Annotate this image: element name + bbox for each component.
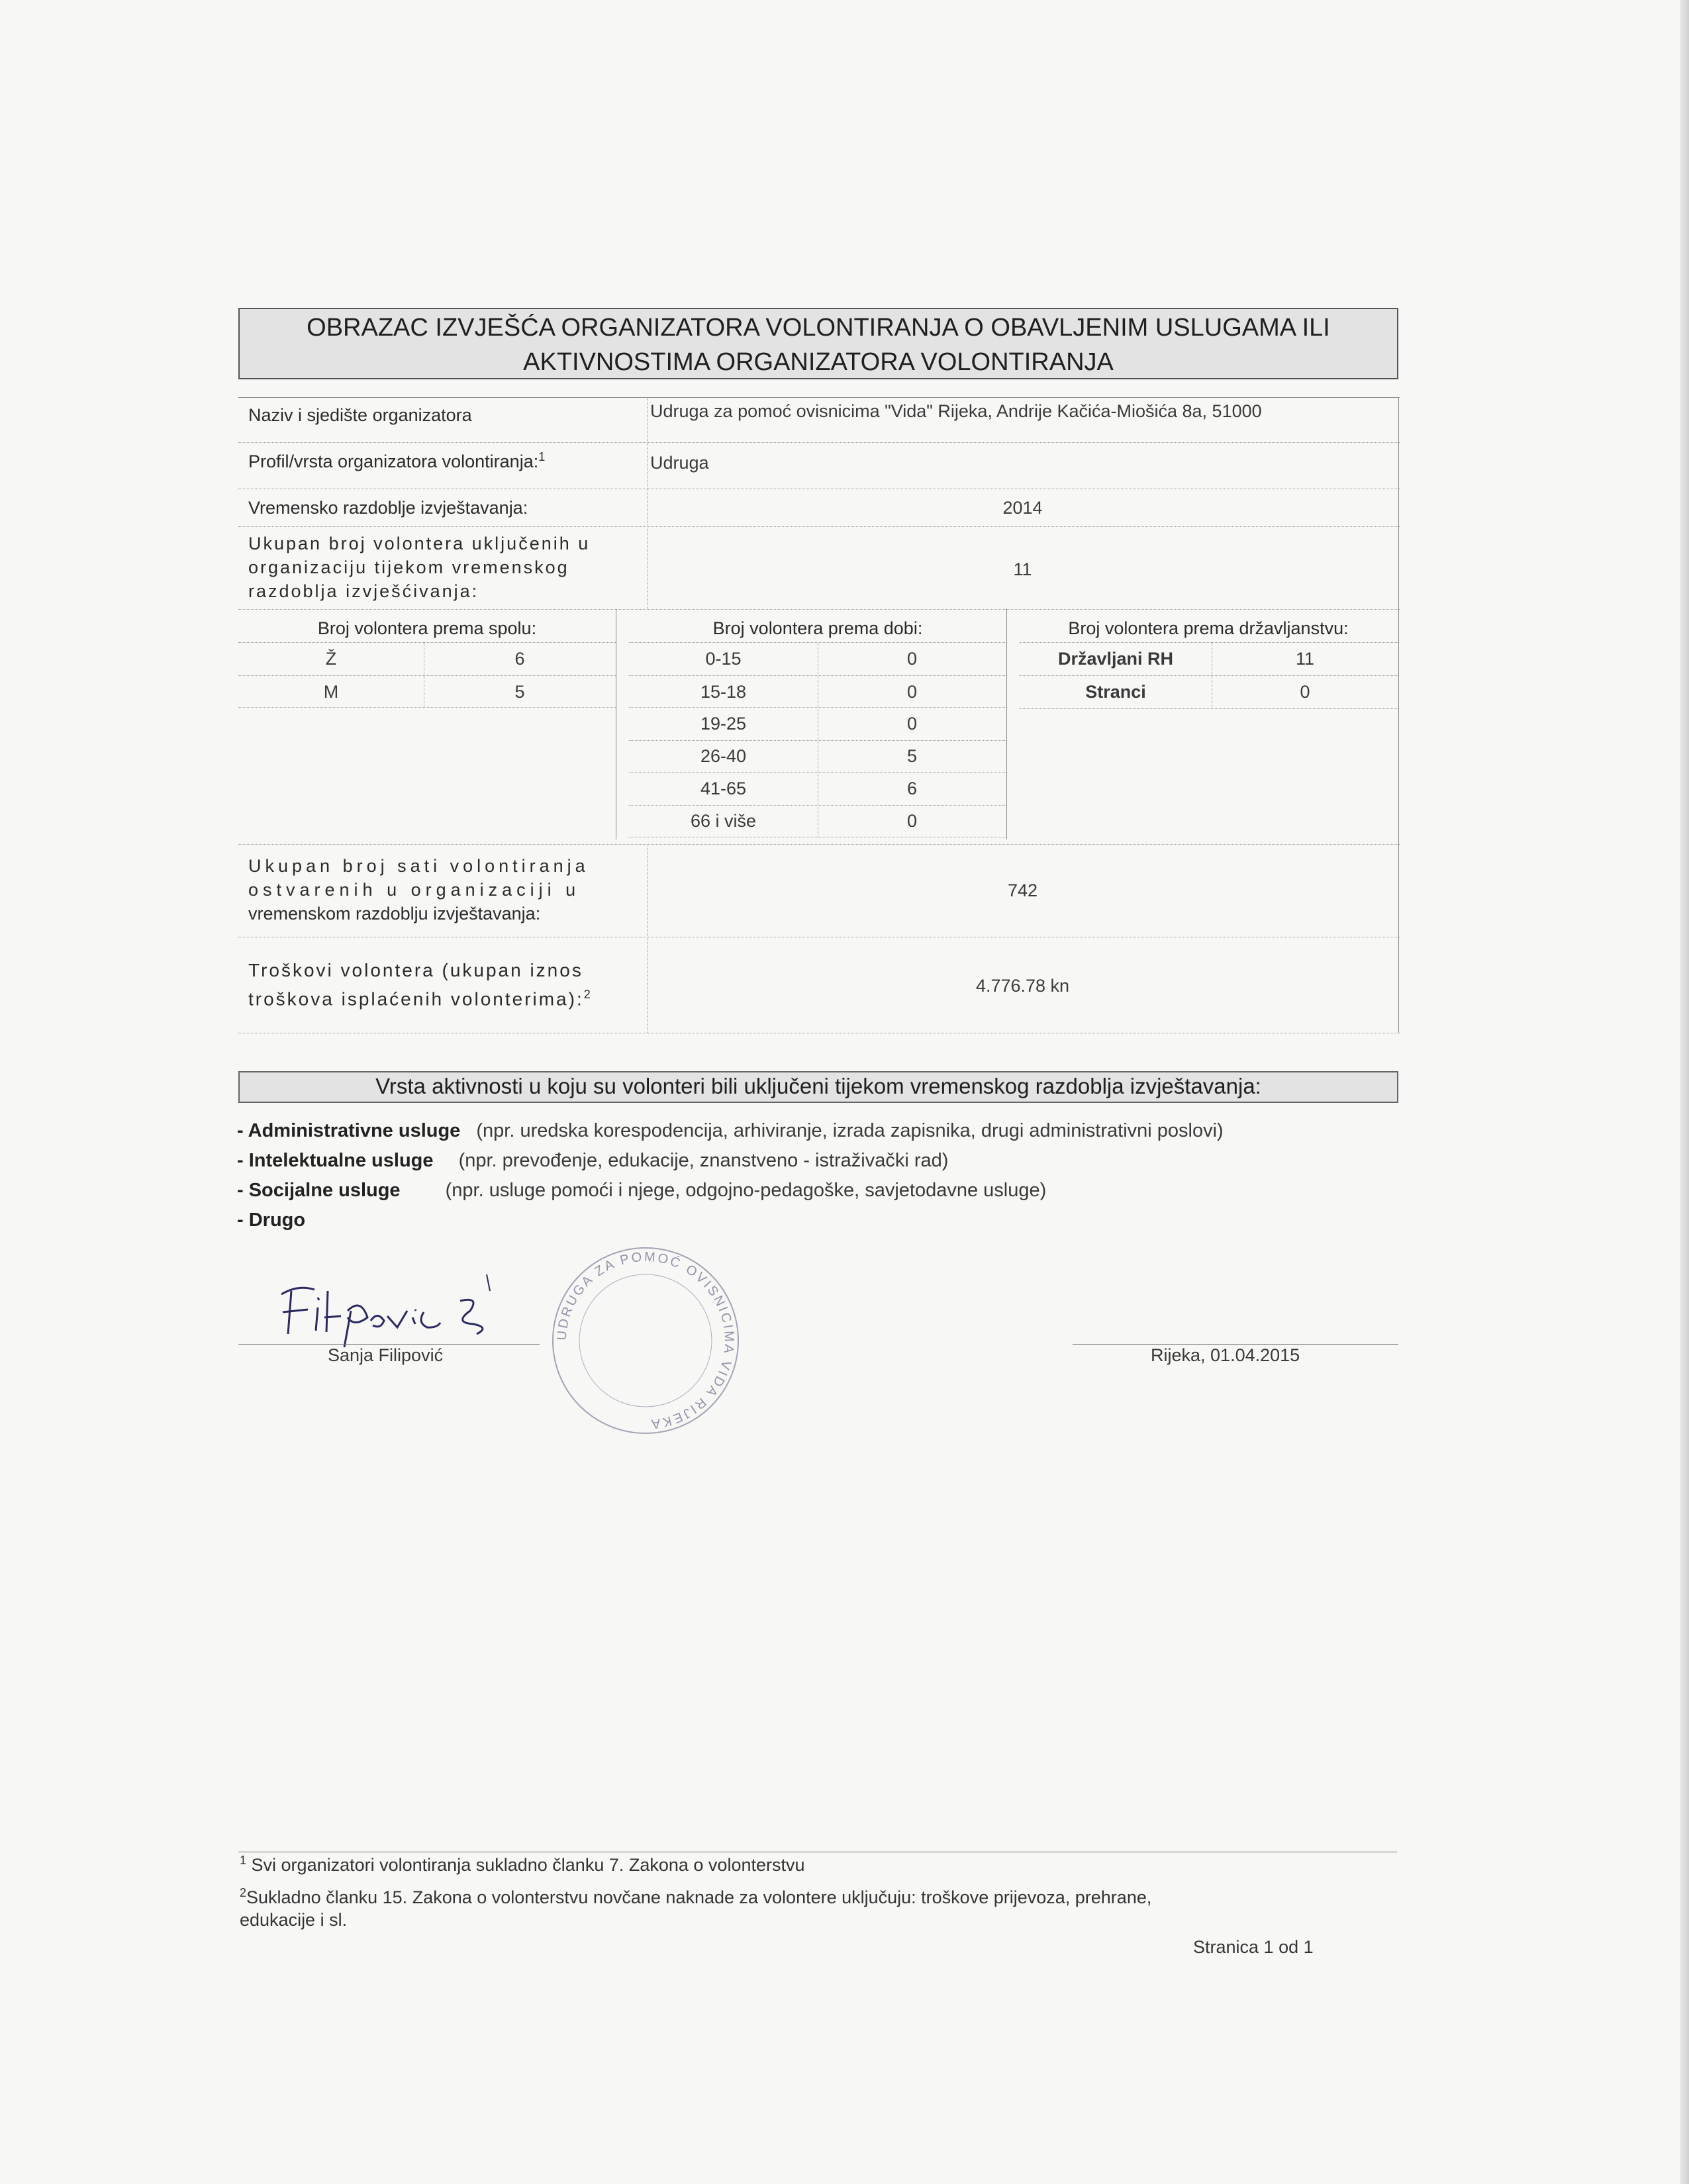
total-volunteers-label <box>248 532 590 603</box>
activities-header: Vrsta aktivnosti u koju su volonteri bili uključeni tijekom vremenskog razdoblja izvještavanja: <box>238 1071 1398 1103</box>
signatory-name: Sanja Filipović <box>328 1345 444 1365</box>
activity-desc: (npr. prevođenje, edukacije, znanstveno - istraživački rad) <box>458 1150 949 1171</box>
activity-item <box>237 1210 305 1231</box>
total-volunteers-label-l1: Ukupan broj volontera uključenih u <box>248 534 591 553</box>
costs-label-l2: troškova isplaćenih volonterima): <box>248 988 584 1010</box>
gender-value-f: 6 <box>514 649 525 669</box>
period-value: 2014 <box>1002 498 1043 518</box>
activity-item <box>237 1180 1046 1202</box>
age-header: Broj volontera prema dobi: <box>712 618 923 638</box>
age-value: 0 <box>906 682 918 702</box>
date-line <box>1073 1344 1398 1345</box>
costs-footnote-mark: 2 <box>583 988 593 1001</box>
citizenship-value-foreign: 0 <box>1300 682 1310 702</box>
citizenship-label-hr: Državljani RH <box>1057 649 1174 669</box>
activity-item <box>237 1120 1224 1142</box>
activity-desc: (npr. usluge pomoći i njege, odgojno-pedagoške, savjetodavne usluge) <box>445 1180 1047 1201</box>
footnote-2 <box>240 1881 1151 1931</box>
footnote-1 <box>240 1854 805 1875</box>
costs-value: 4.776.78 kn <box>975 976 1070 996</box>
footnote-2-text-l1: Sukladno članku 15. Zakona o volonterstvu novčane naknade za volontere uključuju: troškove prijevoza, prehrane, <box>246 1887 1152 1907</box>
activity-name: - Administrativne usluge <box>237 1120 461 1141</box>
age-label: 41-65 <box>700 779 747 798</box>
profile-label <box>248 450 545 472</box>
gender-value-m: 5 <box>514 682 525 702</box>
citizenship-value-hr: 11 <box>1295 649 1315 669</box>
profile-label-text: Profil/vrsta organizatora volontiranja: <box>248 451 539 471</box>
citizenship-label-foreign: Stranci <box>1085 682 1146 702</box>
form-title <box>238 308 1398 379</box>
total-volunteers-label-l2: organizaciju tijekom vremenskog <box>248 557 569 577</box>
handwritten-signature <box>262 1271 546 1351</box>
activity-desc: (npr. uredska korespodencija, arhiviranje, izrada zapisnika, drugi administrativni poslovi) <box>476 1120 1224 1141</box>
age-value: 6 <box>906 779 918 798</box>
footnote-1-mark: 1 <box>240 1854 247 1867</box>
profile-footnote-mark: 1 <box>538 450 546 463</box>
age-value: 5 <box>906 746 918 766</box>
age-value: 0 <box>906 811 918 831</box>
hours-value: 742 <box>1007 880 1038 900</box>
page-edge <box>1680 0 1689 2184</box>
signature-line <box>238 1344 540 1345</box>
costs-label-l1: Troškovi volontera (ukupan iznos <box>248 960 583 980</box>
footnote-2-mark: 2 <box>240 1886 247 1899</box>
organizer-value: Udruga za pomoć ovisnicima "Vida" Rijeka, Andrije Kačića-Miošića 8a, 51000 <box>650 401 1262 421</box>
total-volunteers-value: 11 <box>1013 559 1032 579</box>
gender-label-m: M <box>323 682 339 702</box>
age-label: 0-15 <box>705 649 742 669</box>
age-label: 19-25 <box>700 714 747 734</box>
age-value: 0 <box>906 714 918 734</box>
footnote-1-text: Svi organizatori volontiranja sukladno članku 7. Zakona o volonterstvu <box>251 1855 805 1875</box>
activity-name: - Intelektualne usluge <box>237 1150 434 1171</box>
costs-label <box>248 959 593 1011</box>
form-title-line1: OBRAZAC IZVJEŠĆA ORGANIZATORA VOLONTIRANJA O OBAVLJENIM USLUGAMA ILI <box>307 314 1330 342</box>
hours-label <box>248 854 589 926</box>
gender-header: Broj volontera prema spolu: <box>317 618 537 638</box>
age-label: 26-40 <box>700 746 747 766</box>
age-value: 0 <box>906 649 918 669</box>
activity-item <box>237 1150 948 1172</box>
activity-name: - Drugo <box>237 1210 306 1231</box>
period-label: Vremensko razdoblje izvještavanja: <box>248 498 528 518</box>
total-volunteers-label-l3: razdoblja izvješćivanja: <box>248 581 479 601</box>
age-label: 66 i više <box>690 811 757 831</box>
page-number: Stranica 1 od 1 <box>1193 1937 1314 1957</box>
svg-text:UDRUGA ZA POMOĆ OVISNICIMA VID: UDRUGA ZA POMOĆ OVISNICIMA VIDA RIJEKA <box>554 1249 737 1432</box>
hours-label-l1: Ukupan broj sati volontiranja <box>248 856 589 876</box>
age-label: 15-18 <box>700 682 747 702</box>
activity-name: - Socijalne usluge <box>237 1180 401 1201</box>
profile-value: Udruga <box>650 453 709 473</box>
gender-label-f: Ž <box>325 649 337 669</box>
hours-label-l2: ostvarenih u organizaciji u <box>248 880 581 900</box>
form-title-line2: AKTIVNOSTIMA ORGANIZATORA VOLONTIRANJA <box>523 348 1114 376</box>
hours-label-l3: vremenskom razdoblju izvještavanja: <box>248 904 541 924</box>
footnote-2-text-l2: edukacije i sl. <box>240 1910 348 1930</box>
place-date: Rijeka, 01.04.2015 <box>1151 1345 1300 1365</box>
organizer-label: Naziv i sjedište organizatora <box>248 405 472 425</box>
organization-stamp <box>540 1235 751 1447</box>
citizenship-header: Broj volontera prema državljanstvu: <box>1068 618 1349 638</box>
